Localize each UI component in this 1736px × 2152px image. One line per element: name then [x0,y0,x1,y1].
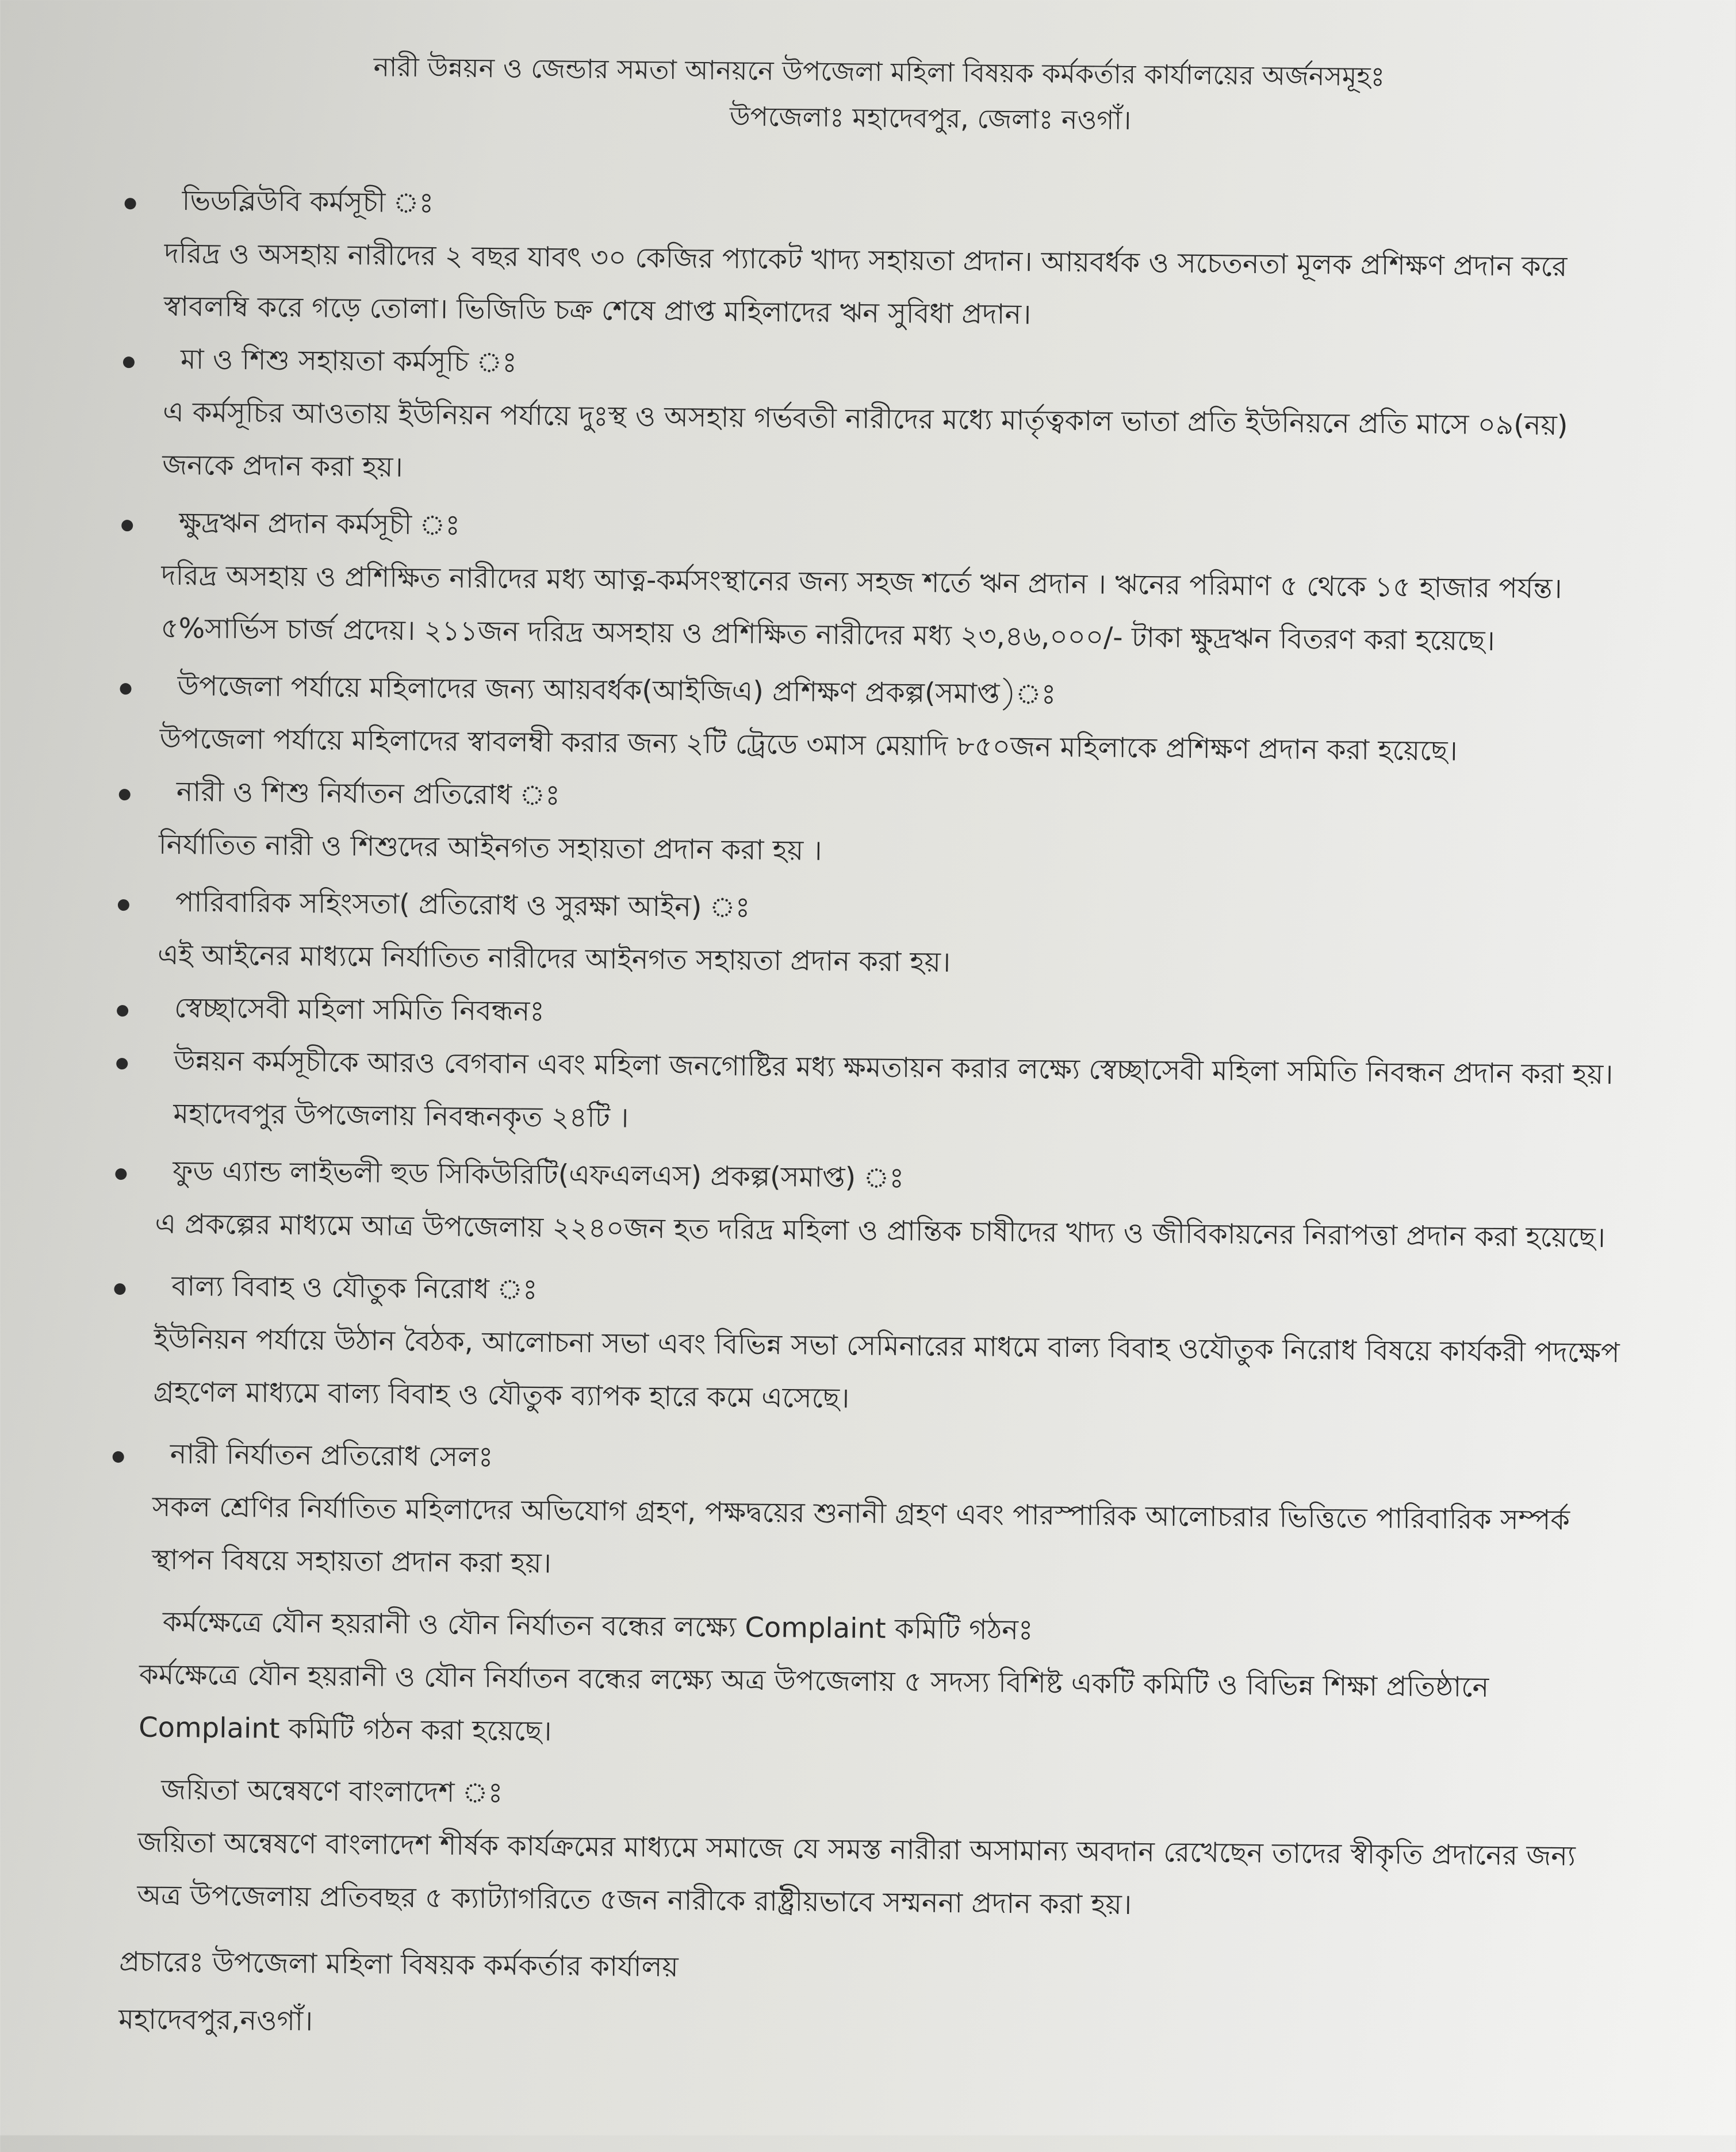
bullet-icon [123,356,135,368]
header-title: নারী উন্নয়ন ও জেন্ডার সমতা আনয়নে উপজেলা মহিলা বিষয়ক কর্মকর্তার কার্যালয়ের অর্জনসমূহঃ [373,51,1385,93]
document-header [304,43,1454,146]
item-title: নারী ও শিশু নির্যাতন প্রতিরোধ ঃ [176,776,561,812]
item-title: স্বেচ্ছাসেবী মহিলা সমিতি নিবন্ধনঃ [174,991,545,1028]
list-item [114,496,1634,669]
item-body: নির্যাতিত নারী ও শিশুদের আইনগত সহায়তা প্রদান করা হয় । [158,828,822,867]
item-title: মা ও শিশু সহায়তা কর্মসূচি ঃ [180,343,518,379]
bullet-icon [120,683,131,695]
footer-publisher: প্রচারেঃ উপজেলা মহিলা বিষয়ক কর্মকর্তার কার্যালয় [118,1946,679,1984]
list-item [109,1144,1628,1264]
item-title: ভিডব্লিউবি কর্মসূচী ঃ [182,185,434,220]
item-body: এ প্রকল্পের মাধ্যমে আত্র উপজেলায় ২২৪০জন হত দরিদ্র মহিলা ও প্রান্তিক চাষীদের খাদ্য ও জীবিকায়নের নিরাপত্তা প্রদান করা হয়েছে। [155,1207,1606,1254]
item-title: বাল্য বিবাহ ও যৌতুক নিরোধ ঃ [171,1269,538,1306]
list-item [112,875,1631,995]
list-item [113,659,1632,779]
item-title: ফুড এ্যান্ড লাইভলী হুড সিকিউরিটি(এফএলএস) প্রকল্প(সমাপ্ত) ঃ [173,1154,905,1195]
item-body: দরিদ্র অসহায় ও প্রশিক্ষিত নারীদের মধ্য আত্ন-কর্মসংস্থানের জন্য সহজ শর্তে ঋন প্রদান । ঋনের পরিমাণ ৫ থেকে ১৫ হাজার পর্যন্ত। ৫%সার্ভিস চার্জ প্রদেয়। ২১১জন দরিদ্র অসহায় ও প্রশিক্ষিত নারীদের মধ্য ২৩,৪৬,০০০/- টাকা ক্ষুদ্রঋন বিতরণ করা হয়েছে। [160,559,1562,658]
section-title: জয়িতা অন্বেষণে বাংলাদেশ ঃ [160,1773,503,1809]
item-title: পারিবারিক সহিংসতা( প্রতিরোধ ও সুরক্ষা আইন) ঃ [175,886,750,924]
item-title: উপজেলা পর্যায়ে মহিলাদের জন্য আয়বর্ধক(আইজিএ) প্রশিক্ষণ প্রকল্প(সমাপ্ত)ঃ [177,670,1056,711]
item-body: এ কর্মসূচির আওতায় ইউনিয়ন পর্যায়ে দুঃস্থ ও অসহায় গর্ভবতী নারীদের মধ্যে মার্তৃত্বকাল ভাতা প্রতি ইউনিয়নে প্রতি মাসে ০৯(নয়) জনকে প্রদান করা হয়। [162,396,1568,484]
joyita-section [102,1763,1622,1936]
list-item [117,174,1637,347]
footer-location: মহাদেবপুর,নওগাঁ। [118,2003,313,2038]
complaint-committee-section [104,1595,1624,1768]
list-item [107,1259,1627,1432]
header-location: উপজেলাঃ মহাদেবপুর, জেলাঃ নওগাঁ। [729,101,1132,136]
bullet-icon [113,1451,124,1463]
bullet-icon [121,520,133,531]
item-title: উন্নয়ন কর্মসূচীকে আরও বেগবান এবং মহিলা জনগোষ্টির মধ্য ক্ষমতায়ন করার লক্ষ্যে স্বেচ্ছাসেবী মহিলা সমিতি নিবন্ধন প্রদান করা হয়। মহাদেবপুর উপজেলায় নিবন্ধনকৃত ২৪টি । [173,1044,1614,1134]
section-body: জয়িতা অন্বেষণে বাংলাদেশ শীর্ষক কার্যক্রমের মাধ্যমে সমাজে যে সমস্ত নারীরা অসামান্য অবদান রেখেছেন তাদের স্বীকৃতি প্রদানের জন্য অত্র উপজেলায় প্রতিবছর ৫ ক্যাট্যাগরিতে ৫জন নারীকে রাষ্ট্রীয়ভাবে সম্মননা প্রদান করা হয়। [137,1826,1576,1921]
item-title: নারী নির্যাতন প্রতিরোধ সেলঃ [170,1437,493,1474]
item-body: উপজেলা পর্যায়ে মহিলাদের স্বাবলম্বী করার জন্য ২টি ট্রেডে ৩মাস মেয়াদি ৮৫০জন মহিলাকে প্রশিক্ষণ প্রদান করা হয়েছে। [159,722,1458,768]
item-body: ইউনিয়ন পর্যায়ে উঠান বৈঠক, আলোচনা সভা এবং বিভিন্ন সভা সেমিনারের মাধমে বাল্য বিবাহ ওযৌতুক নিরোধ বিষয়ে কার্যকরী পদক্ষেপ গ্রহণেল মাধ্যমে বাল্য বিবাহ ও যৌতুক ব্যাপক হারে কমে এসেছে। [153,1322,1620,1415]
bullet-icon [119,789,131,800]
section-title: কর্মক্ষেত্রে যৌন হয়রানী ও যৌন নির্যাতন বন্ধের লক্ষ্যে Complaint কমিটি গঠনঃ [162,1605,1033,1647]
bullet-icon [114,1283,125,1295]
list-item [116,332,1636,505]
list-item [112,765,1631,885]
bullet-icon [118,899,129,911]
bullet-icon [116,1058,128,1069]
list-item [106,1427,1626,1600]
bullet-icon [125,198,136,209]
item-body: এই আইনের মাধ্যমে নির্যাতিত নারীদের আইনগত সহায়তা প্রদান করা হয়। [157,938,951,979]
list-item [110,1034,1629,1154]
item-title: ক্ষুদ্রঋন প্রদান কর্মসূচী ঃ [179,507,461,542]
section-body: কর্মক্ষেত্রে যৌন হয়রানী ও যৌন নির্যাতন বন্ধের লক্ষ্যে অত্র উপজেলায় ৫ সদস্য বিশিষ্ট একটি কমিটি ও বিভিন্ন শিক্ষা প্রতিষ্ঠানে Complaint কমিটি গঠন করা হয়েছে। [138,1658,1489,1748]
bullet-icon [115,1168,127,1180]
document-footer [118,1933,679,2053]
item-body: দরিদ্র ও অসহায় নারীদের ২ বছর যাবৎ ৩০ কেজির প্যাকেট খাদ্য সহায়তা প্রদান। আয়বর্ধক ও সচেতনতা মূলক প্রশিক্ষণ প্রদান করে স্বাবলম্বি করে গড়ে তোলা। ভিজিডি চক্র শেষে প্রাপ্ত মহিলাদের ঋন সুবিধা প্রদান। [163,237,1568,331]
item-body: সকল শ্রেণির নির্যাতিত মহিলাদের অভিযোগ গ্রহণ, পক্ষদ্বয়ের শুনানী গ্রহণ এবং পারস্পারিক আলোচরার ভিত্তিতে পারিবারিক সম্পর্ক স্থাপন বিষয়ে সহায়তা প্রদান করা হয়। [151,1490,1570,1580]
bullet-icon [117,1005,128,1016]
achievements-list [102,174,1637,1936]
